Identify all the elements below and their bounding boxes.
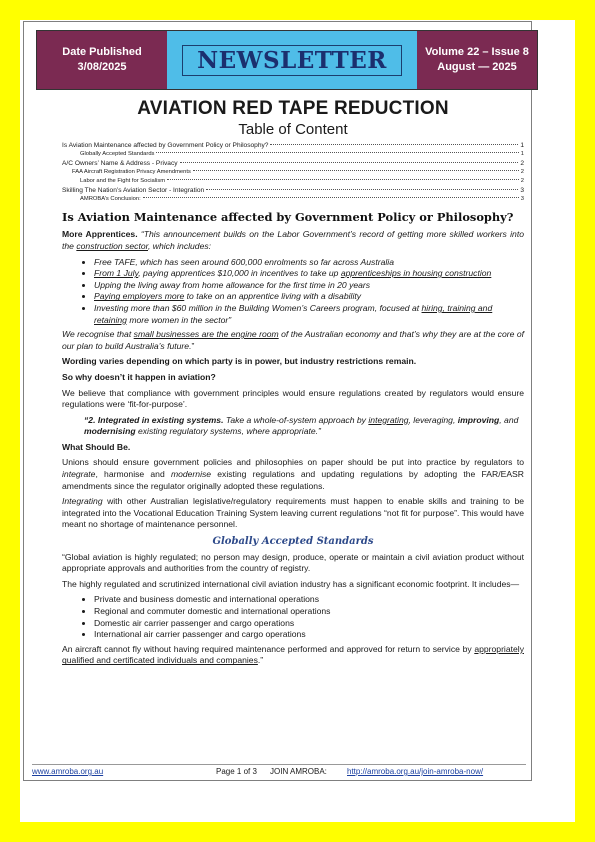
maintenance-paragraph: An aircraft cannot fly without having required maintenance performed and approved for return to service by appropriately qualified and certificated individuals and companies.” xyxy=(62,643,524,666)
global-paragraph: “Global aviation is highly regulated; no person may design, produce, operate or maintain a civil aviation product without appropriate approvals and authorities from the country of registry. xyxy=(62,551,524,574)
list-item: • International air carrier passenger and cargo operations xyxy=(94,629,524,641)
from-1-july-link[interactable]: From 1 July xyxy=(94,268,139,279)
newsletter-title-block xyxy=(167,31,417,89)
list-item: • Domestic air carrier passenger and cargo operations xyxy=(94,618,524,630)
list-item: • Paying employers more to take on an apprentice living with a disability xyxy=(94,291,524,303)
date-value: 3/08/2025 xyxy=(77,61,127,73)
qualified-link[interactable]: appropriately qualified and certificated individuals and companies xyxy=(62,643,524,666)
small-business-link[interactable]: small businesses are the engine room xyxy=(133,329,279,340)
toc-entry[interactable]: Globally Accepted Standards 1 xyxy=(80,151,524,157)
paying-employers-link[interactable]: Paying employers more xyxy=(94,291,185,302)
list-item: • Regional and commuter domestic and international operations xyxy=(94,606,524,618)
why-line: So why doesn’t it happen in aviation? xyxy=(62,371,216,382)
operations-list xyxy=(62,594,524,640)
volume-issue: Volume 22 – Issue 8 xyxy=(425,46,529,58)
newsletter-header xyxy=(36,30,538,90)
hiring-training-link[interactable]: hiring, training and retaining xyxy=(94,302,493,325)
lead-paragraph: More Apprentices. “This announcement builds on the Labor Government’s record of getting more skilled workers into the construction sector, which includes: xyxy=(62,229,524,251)
integrating-paragraph: Integrating with other Australian legislative/regulatory requirements must happen to enable skills and training to be integrated into the Vocational Education Training System leaving current regulations “not fit for purpose”. This would have meant no shortage of maintenance personnel. xyxy=(62,496,524,530)
list-item: • Free TAFE, which has seen around 600,000 enrolments so far across Australia xyxy=(94,257,524,269)
newsletter-content xyxy=(62,98,524,671)
incentives-list xyxy=(62,257,524,327)
list-item: • Upping the living away from home allowance for the first time in 20 years xyxy=(94,280,524,292)
issue-month: August — 2025 xyxy=(437,61,517,73)
section-heading: Is Aviation Maintenance affected by Government Policy or Philosophy? xyxy=(62,210,514,224)
globally-accepted-heading: Globally Accepted Standards xyxy=(212,536,374,548)
toc-entry[interactable]: Labor and the Fight for Socialism 2 xyxy=(80,178,524,184)
join-label: JOIN AMROBA: xyxy=(270,767,327,776)
join-link[interactable]: http://amroba.org.au/join-amroba-now/ xyxy=(347,767,484,776)
wording-line: Wording varies depending on which party is in power, but industry restrictions remain. xyxy=(62,356,417,367)
construction-link[interactable]: construction sector xyxy=(76,240,148,251)
list-item: • Private and business domestic and international operations xyxy=(94,594,524,606)
toc-entry[interactable]: FAA Aircraft Registration Privacy Amendments 2 xyxy=(72,169,524,175)
toc-entry[interactable]: Skilling The Nation’s Aviation Sector - Integration 3 xyxy=(62,187,524,194)
page-number: Page 1 of 3 xyxy=(216,767,257,776)
integration-quote: “2. Integrated in existing systems. Take a whole-of-system approach by integrating, leveraging, improving, and modernising existing regulatory systems, where appropriate.” xyxy=(84,414,519,437)
what-should-be: What Should Be. xyxy=(62,441,131,452)
volume-block xyxy=(417,31,537,89)
list-item: • From 1 July, paying apprentices $10,000 in incentives to take up apprenticeships in housing construction xyxy=(94,268,524,280)
toc-entry[interactable]: AMROBA’s Conclusion: 3 xyxy=(80,196,524,202)
recognise-paragraph: We recognise that small businesses are the engine room of the Australian economy and that’s why they are at the core of our plan to build Australia’s future.” xyxy=(62,329,524,351)
list-item: • Investing more than $60 million in the Building Women’s Careers program, focused at hiring, training and retaining more women in the sector” xyxy=(94,303,524,326)
unions-paragraph: Unions should ensure government policies and philosophies on paper should be put into practice by regulators to integrate, harmonise and modernise existing regulations and updating regulations by adopting the FAR/EASR amendments since the regulator originally adopted these regulations. xyxy=(62,457,524,491)
footprint-paragraph: The highly regulated and scrutinized international civil aviation industry has a significant economic footprint. It includes— xyxy=(62,578,520,589)
table-of-contents xyxy=(62,141,524,204)
apprenticeships-link[interactable]: apprenticeships in housing construction xyxy=(340,268,492,279)
toc-entry[interactable]: A/C Owners’ Name & Address - Privacy 2 xyxy=(62,160,524,167)
page-footer xyxy=(32,764,526,776)
date-label: Date Published xyxy=(62,46,142,58)
toc-entry[interactable]: Is Aviation Maintenance affected by Government Policy or Philosophy? 1 xyxy=(62,142,524,149)
newsletter-title: NEWSLETTER xyxy=(182,45,402,76)
date-published-block xyxy=(37,31,167,89)
believe-paragraph: We believe that compliance with government principles would ensure regulations created by regulators would ensure regulations were ‘fit-for-purpose’. xyxy=(62,387,524,410)
main-title: AVIATION RED TAPE REDUCTION xyxy=(137,98,449,119)
website-link[interactable]: www.amroba.org.au xyxy=(32,767,104,776)
toc-heading: Table of Content xyxy=(238,121,348,138)
